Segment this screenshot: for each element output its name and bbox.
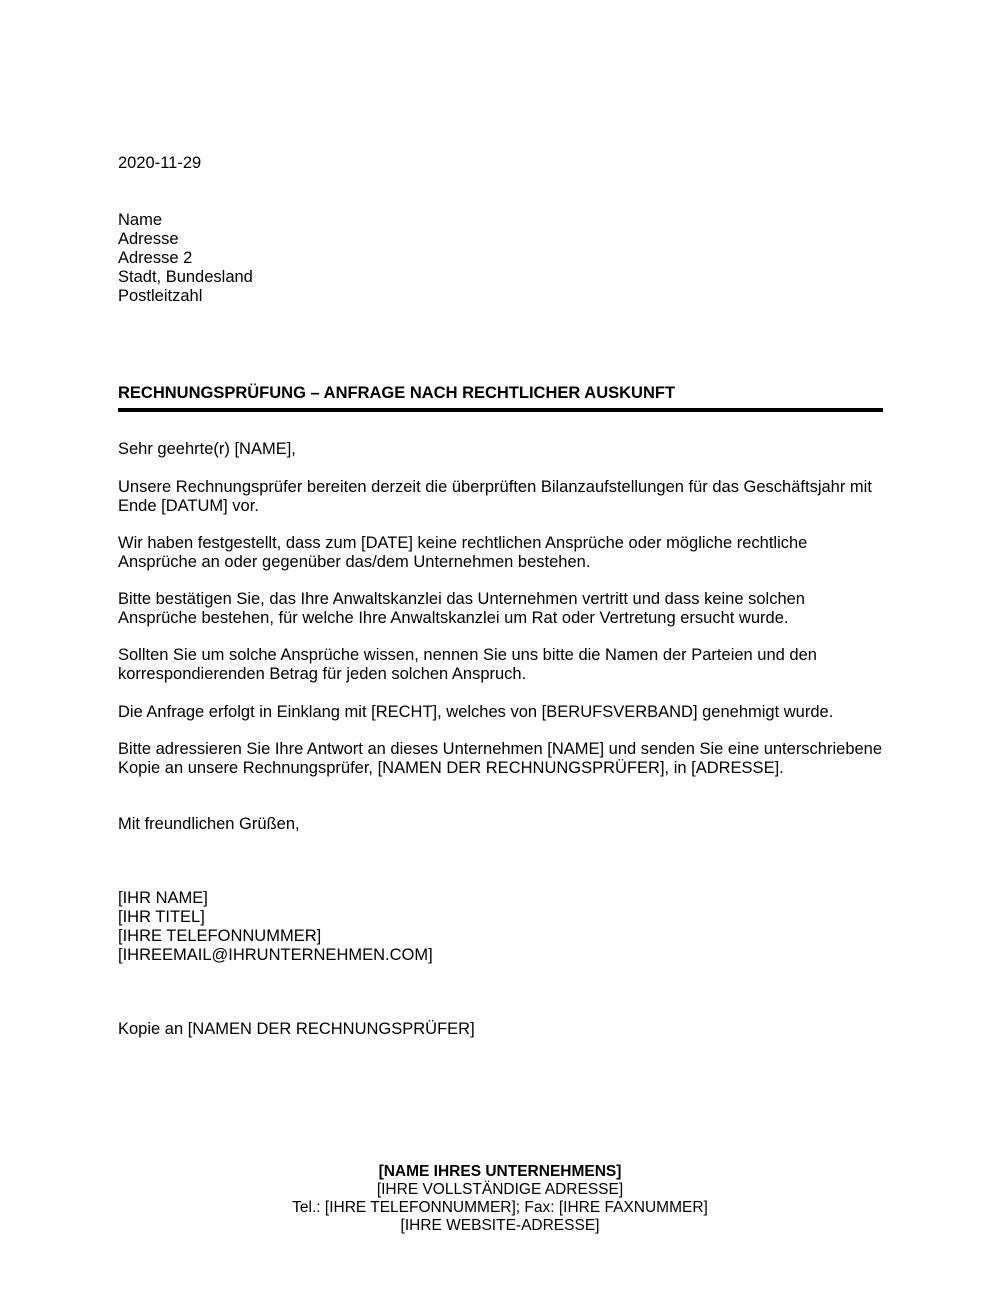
body-paragraph: Unsere Rechnungsprüfer bereiten derzeit die überprüften Bilanzaufstellungen für das Geschäftsjahr mit Ende [DATUM] vor. — [118, 478, 872, 515]
subject-heading: RECHNUNGSPRÜFUNG – ANFRAGE NACH RECHTLICHER AUSKUNFT — [118, 384, 676, 402]
letter-footer — [0, 1163, 1000, 1235]
signature-email: [IHREEMAIL@IHRUNTERNEHMEN.COM] — [118, 946, 433, 964]
signature-name: [IHR NAME] — [118, 889, 208, 907]
recipient-city-state: Stadt, Bundesland — [118, 268, 253, 286]
footer-contact: Tel.: [IHRE TELEFONNUMMER]; Fax: [IHRE FAXNUMMER] — [292, 1199, 708, 1216]
body-paragraph: Sollten Sie um solche Ansprüche wissen, nennen Sie uns bitte die Namen der Parteien und den korrespondierenden Betrag für jeden solchen Anspruch. — [118, 646, 817, 683]
letter-date: 2020-11-29 — [118, 154, 202, 172]
recipient-address-block — [118, 211, 883, 306]
footer-address: [IHRE VOLLSTÄNDIGE ADRESSE] — [376, 1181, 624, 1198]
recipient-name: Name — [118, 211, 163, 229]
body-paragraph: Bitte bestätigen Sie, das Ihre Anwaltskanzlei das Unternehmen vertritt und dass keine solchen Ansprüche bestehen, für welche Ihre Anwaltskanzlei um Rat oder Vertretung ersucht wurde. — [118, 590, 805, 627]
cc-line: Kopie an [NAMEN DER RECHNUNGSPRÜFER] — [118, 1020, 475, 1038]
body-paragraph: Die Anfrage erfolgt in Einklang mit [RECHT], welches von [BERUFSVERBAND] genehmigt wurde. — [118, 703, 834, 721]
footer-company-name: [NAME IHRES UNTERNEHMENS] — [378, 1163, 622, 1180]
recipient-postal-code: Postleitzahl — [118, 287, 203, 305]
body-paragraph: Wir haben festgestellt, dass zum [DATE] keine rechtlichen Ansprüche oder mögliche rechtliche Ansprüche an oder gegenüber das/dem Unternehmen bestehen. — [118, 534, 808, 571]
salutation: Sehr geehrte(r) [NAME], — [118, 440, 296, 458]
signature-phone: [IHRE TELEFONNUMMER] — [118, 927, 322, 945]
signature-block — [118, 889, 883, 965]
subject-divider — [118, 408, 883, 412]
recipient-address-2: Adresse 2 — [118, 249, 193, 267]
closing: Mit freundlichen Grüßen, — [118, 815, 300, 833]
recipient-address: Adresse — [118, 230, 179, 248]
body-paragraph: Bitte adressieren Sie Ihre Antwort an dieses Unternehmen [NAME] und senden Sie eine unterschriebene Kopie an unsere Rechnungsprüfer, [NAMEN DER RECHNUNGSPRÜFER], in [ADRESSE]. — [118, 740, 883, 777]
footer-website: [IHRE WEBSITE-ADRESSE] — [400, 1217, 600, 1234]
signature-title: [IHR TITEL] — [118, 908, 205, 926]
